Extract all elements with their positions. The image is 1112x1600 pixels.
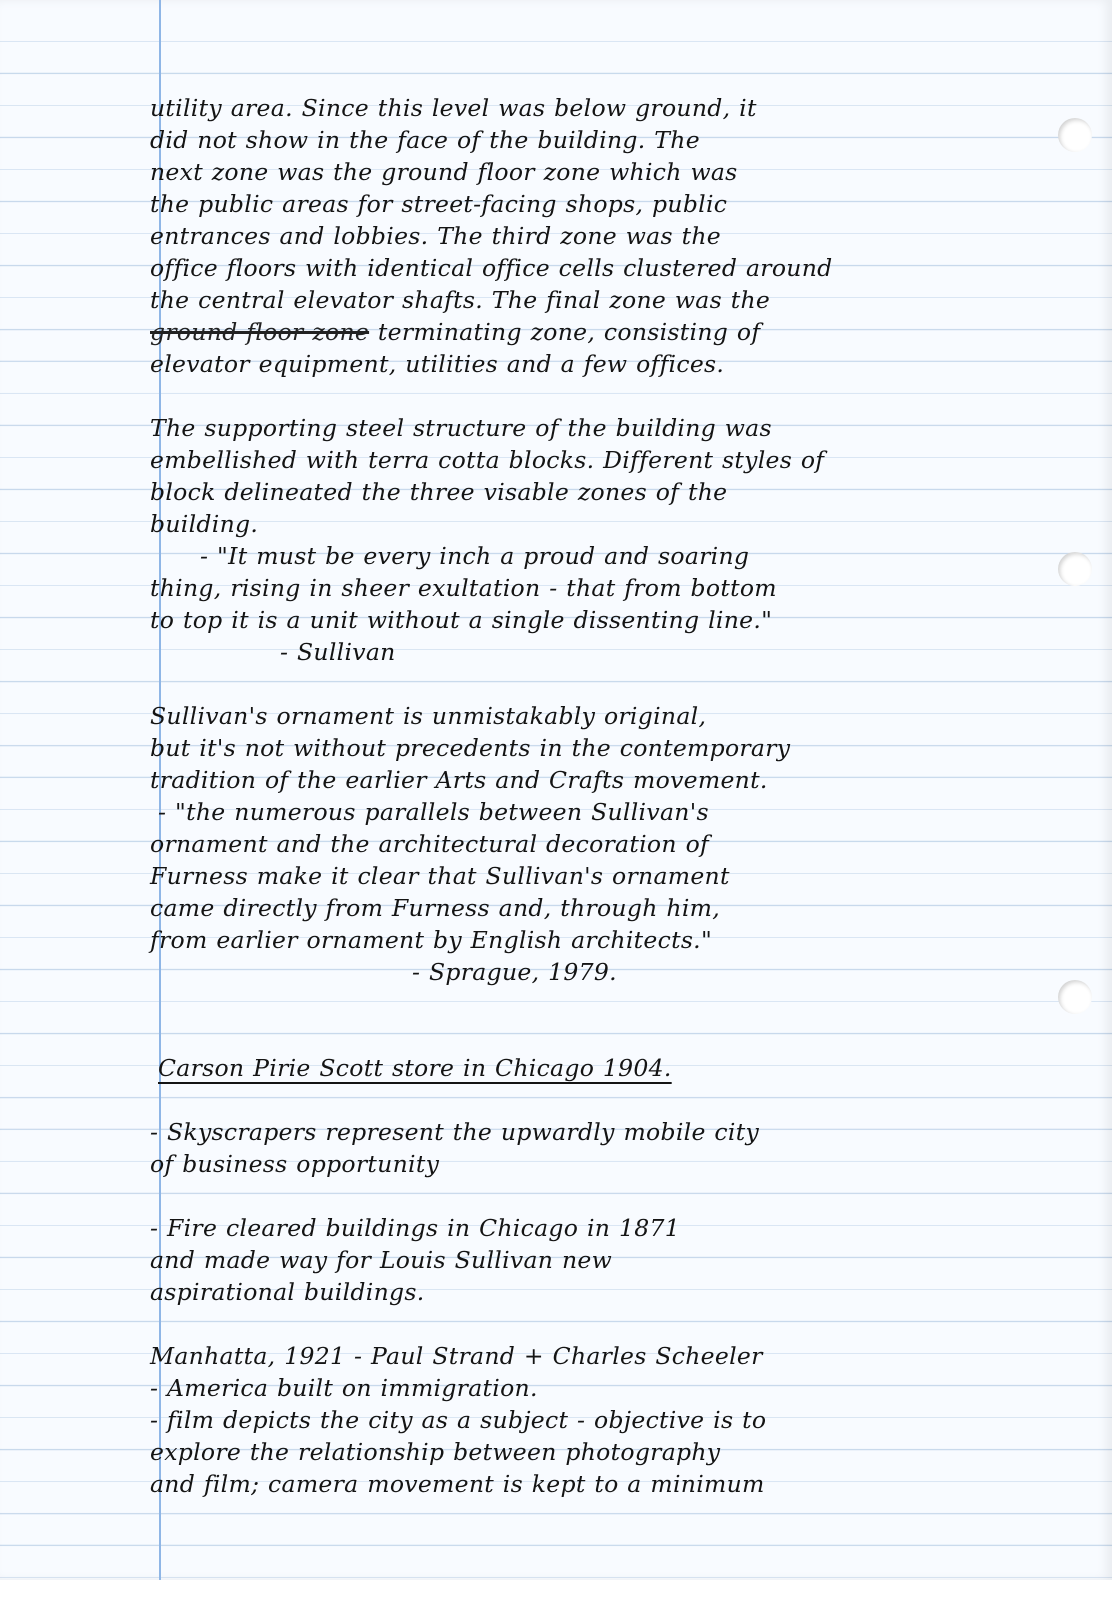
bullet-line: and film; camera movement is kept to a minimum bbox=[150, 1470, 765, 1498]
handwritten-notes bbox=[150, 92, 1080, 1500]
blank-line bbox=[150, 1084, 1080, 1116]
note-line bbox=[150, 316, 1080, 348]
note-line: tradition of the earlier Arts and Crafts movement. bbox=[150, 766, 768, 794]
blank-line bbox=[150, 1020, 1080, 1052]
note-line: elevator equipment, utilities and a few offices. bbox=[150, 350, 725, 378]
note-line: but it's not without precedents in the contemporary bbox=[150, 734, 791, 762]
quote-line: - "It must be every inch a proud and soaring bbox=[200, 542, 750, 570]
bullet-line: - film depicts the city as a subject - objective is to bbox=[150, 1406, 767, 1434]
note-line: building. bbox=[150, 510, 259, 538]
quote-line: to top it is a unit without a single dissenting line." bbox=[150, 606, 773, 634]
section-heading bbox=[150, 1052, 1080, 1084]
note-line: entrances and lobbies. The third zone was the bbox=[150, 222, 722, 250]
note-line: embellished with terra cotta blocks. Different styles of bbox=[150, 446, 825, 474]
note-line: did not show in the face of the building. The bbox=[150, 126, 700, 154]
note-line: the public areas for street-facing shops, public bbox=[150, 190, 728, 218]
bullet-line: - Skyscrapers represent the upwardly mobile city bbox=[150, 1118, 760, 1146]
note-line: The supporting steel structure of the building was bbox=[150, 414, 772, 442]
crossed-out-text: ground floor zone bbox=[150, 318, 370, 346]
note-line: office floors with identical office cells clustered around bbox=[150, 254, 833, 282]
blank-line bbox=[150, 380, 1080, 412]
blank-line bbox=[150, 988, 1080, 1020]
quote-attribution: - Sullivan bbox=[280, 638, 396, 666]
quote-line: Furness make it clear that Sullivan's ornament bbox=[150, 862, 730, 890]
blank-line bbox=[150, 1180, 1080, 1212]
bullet-line: - America built on immigration. bbox=[150, 1374, 538, 1402]
section-heading-text: Carson Pirie Scott store in Chicago 1904. bbox=[158, 1054, 672, 1082]
note-line: Manhatta, 1921 - Paul Strand + Charles Scheeler bbox=[150, 1342, 763, 1370]
bullet-line: and made way for Louis Sullivan new bbox=[150, 1246, 613, 1274]
quote-line: from earlier ornament by English architects." bbox=[150, 926, 713, 954]
bullet-line: aspirational buildings. bbox=[150, 1278, 425, 1306]
blank-line bbox=[150, 1308, 1080, 1340]
quote-line: came directly from Furness and, through him, bbox=[150, 894, 721, 922]
note-line: block delineated the three visable zones of the bbox=[150, 478, 728, 506]
quote-line: thing, rising in sheer exultation - that from bottom bbox=[150, 574, 777, 602]
blank-line bbox=[150, 668, 1080, 700]
note-line: Sullivan's ornament is unmistakably original, bbox=[150, 702, 707, 730]
note-line: the central elevator shafts. The final zone was the bbox=[150, 286, 771, 314]
quote-attribution: - Sprague, 1979. bbox=[412, 958, 617, 986]
quote-line: ornament and the architectural decoration of bbox=[150, 830, 710, 858]
quote-line: - "the numerous parallels between Sullivan's bbox=[158, 798, 709, 826]
bullet-line: of business opportunity bbox=[150, 1150, 440, 1178]
bullet-line: explore the relationship between photography bbox=[150, 1438, 721, 1466]
note-line: next zone was the ground floor zone which was bbox=[150, 158, 738, 186]
bullet-line: - Fire cleared buildings in Chicago in 1871 bbox=[150, 1214, 680, 1242]
note-line-text: terminating zone, consisting of bbox=[369, 318, 761, 346]
note-line: utility area. Since this level was below ground, it bbox=[150, 94, 757, 122]
